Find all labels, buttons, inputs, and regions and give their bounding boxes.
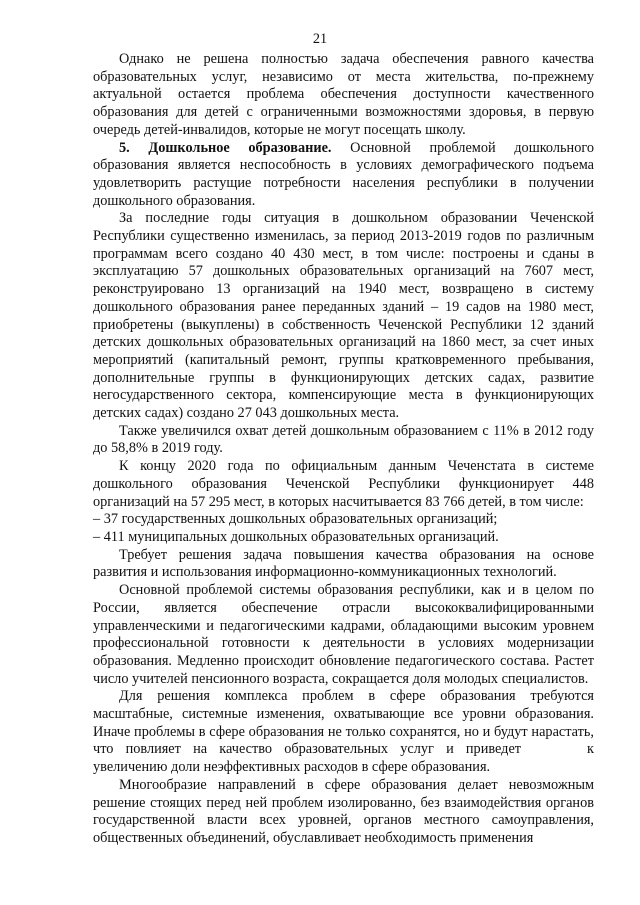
paragraph-end-2020: К концу 2020 года по официальным данным Чеченстата в системе дошкольного образования Чеченской Республики функционирует 448 организаций на 57 295 мест, в которых насчитывается 83 766 детей, в том числе: <box>93 458 594 510</box>
paragraph-systemic-changes <box>93 688 594 777</box>
paragraph-preschool-text: Основной проблемой дошкольного образования является неспособность в условиях демографического подъема удовлетворить растущие потребности населения республики в получении дошкольного образования. <box>93 139 594 209</box>
document-body <box>93 51 594 848</box>
paragraph-interaction-need: Многообразие направлений в сфере образования делает невозможным решение стоящих перед ней проблем изолированно, без взаимодействия органов государственной власти всех уровней, органов местного самоуправления, общественных объединений, обуславливает необходимость применения <box>93 776 594 846</box>
paragraph-ict-quality: Требует решения задача повышения качества образования на основе развития и использования информационно-коммуникационных технологий. <box>93 546 594 581</box>
list-item-municipal-organizations: – 411 муниципальных дошкольных образовательных организаций. <box>93 528 499 545</box>
paragraph-systemic-changes-part-1: Для решения комплекса проблем в сфере образования требуются масштабные, системные изменения, охватывающие все уровни образования. Иначе проблемы в сфере образования не только сохранятся, но и будут нарастать, что повлияет на качество образовательных услуг и приведет <box>93 688 594 758</box>
paragraph-recent-years: За последние годы ситуация в дошкольном образовании Чеченской Республики существенно изменилась, за период 2013-2019 годов по различным программам всего создано 40 430 мест, в том числе: построены и сданы в эксплуатацию 57 дошкольных образовательных организаций на 7607 мест, реконструировано 13 организаций на 1940 мест, возвращено в систему дошкольного образования ранее переданных зданий – 19 садов на 1980 мест, приобретены (выкуплены) в собственность Чеченской Республики 12 зданий детских дошкольных образовательных организаций на 1860 мест, за счет иных мероприятий (капитальный ремонт, группы кратковременного пребывания, дополнительные группы в функционирующих детских садах, развитие негосударственного сектора, компенсирующие места в функционирующих детских садах) создано 27 043 дошкольных места. <box>93 210 594 422</box>
section-heading-preschool: 5. Дошкольное образование. <box>119 139 332 156</box>
paragraph-staffing-problem: Основной проблемой системы образования республики, как и в целом по России, является обеспечение отрасли высококвалифицированными управленческими и педагогическими кадрами, обладающими высоким уровнем профессиональной готовности к деятельности в условиях модернизации образования. Медленно происходит обновление педагогического состава. Растет число учителей пенсионного возраста, сокращается доля молодых специалистов. <box>93 582 594 687</box>
paragraph-coverage: Также увеличился охват детей дошкольным образованием с 11% в 2012 году до 58,8% в 2019 году. <box>93 422 594 457</box>
list-item-state-organizations: – 37 государственных дошкольных образовательных организаций; <box>93 511 498 528</box>
page-number: 21 <box>312 31 328 47</box>
paragraph-equal-quality: Однако не решена полностью задача обеспечения равного качества образовательных услуг, независимо от места жительства, по-прежнему актуальной остается проблема обеспечения доступности качественного образования для детей с ограниченными возможностями здоровья, в первую очередь детей-инвалидов, которые не могут посещать школу. <box>93 51 594 138</box>
paragraph-preschool-education <box>93 140 594 211</box>
paragraph-systemic-changes-part-2: к увеличению доли неэффективных расходов в сфере образования. <box>93 741 594 776</box>
